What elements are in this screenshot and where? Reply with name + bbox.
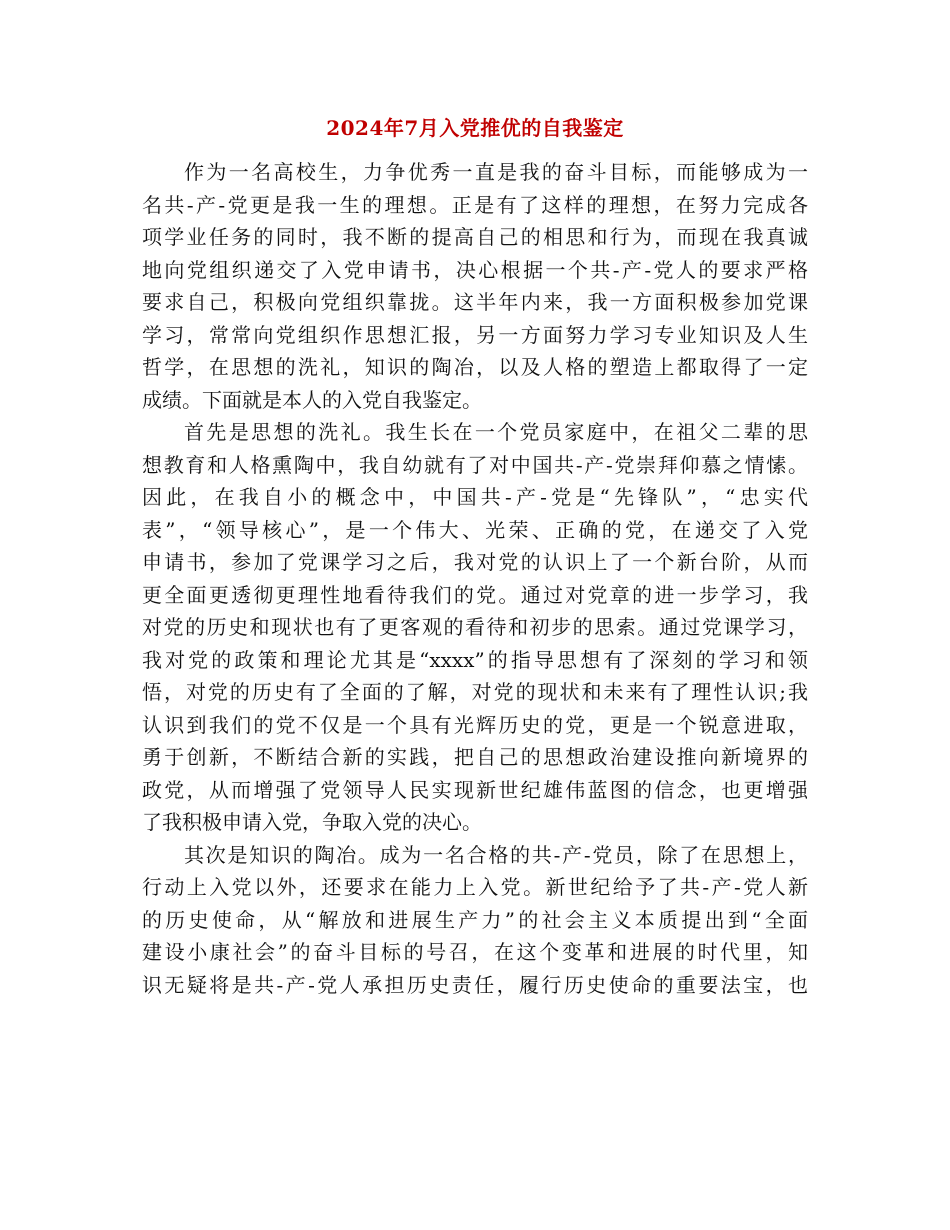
text-line: 对党的历史和现状也有了更客观的看待和初步的思索。通过党课学习， xyxy=(142,615,808,639)
text-line: 申请书，参加了党课学习之后，我对党的认识上了一个新台阶，从而 xyxy=(142,550,808,574)
text-line: 识无疑将是共-产-党人承担历史责任，履行历史使命的重要法宝，也 xyxy=(142,972,808,997)
text-line: 了我积极申请入党，争取入党的决心。 xyxy=(142,810,482,834)
text-line: 更全面更透彻更理性地看待我们的党。通过对党章的进一步学习，我 xyxy=(142,582,808,607)
text-line: 建设小康社会”的奋斗目标的号召，在这个变革和进展的时代里，知 xyxy=(142,940,808,964)
text-line: 悟，对党的历史有了全面的了解，对党的现状和未来有了理性认识;我 xyxy=(142,680,808,704)
text-line: 的历史使命，从“解放和进展生产力”的社会主义本质提出到“全面 xyxy=(142,907,808,932)
text-line: 其次是知识的陶冶。成为一名合格的共-产-党员，除了在思想上， xyxy=(184,842,808,867)
text-line: 首先是思想的洗礼。我生长在一个党员家庭中，在祖父二辈的思 xyxy=(184,420,808,444)
text-line: 项学业任务的同时，我不断的提高自己的相思和行为，而现在我真诚 xyxy=(142,225,808,249)
text-line: 地向党组织递交了入党申请书，决心根据一个共-产-党人的要求严格 xyxy=(142,257,808,282)
text-line: 因此，在我自小的概念中，中国共-产-党是“先锋队”，“忠实代 xyxy=(142,485,808,509)
text-line: 勇于创新，不断结合新的实践，把自己的思想政治建设推向新境界的 xyxy=(142,745,808,769)
text-line: 要求自己，积极向党组织靠拢。这半年内来，我一方面积极参加党课 xyxy=(142,290,808,314)
text-line: 我对党的政策和理论尤其是“xxxx”的指导思想有了深刻的学习和领 xyxy=(142,647,808,672)
text-line: 政党，从而增强了党领导人民实现新世纪雄伟蓝图的信念，也更增强 xyxy=(142,777,808,802)
text-line: 认识到我们的党不仅是一个具有光辉历史的党，更是一个锐意进取， xyxy=(142,712,808,737)
document-title: 2024年7月入党推优的自我鉴定 xyxy=(326,116,624,140)
text-line: 作为一名高校生，力争优秀一直是我的奋斗目标，而能够成为一 xyxy=(184,160,808,184)
text-line: 表”，“领导核心”，是一个伟大、光荣、正确的党，在递交了入党 xyxy=(142,517,808,542)
text-line: 名共-产-党更是我一生的理想。正是有了这样的理想，在努力完成各 xyxy=(142,192,808,217)
text-line: 学习，常常向党组织作思想汇报，另一方面努力学习专业知识及人生 xyxy=(142,322,808,347)
document-body xyxy=(142,156,808,1001)
text-line: 哲学，在思想的洗礼，知识的陶冶，以及人格的塑造上都取得了一定 xyxy=(142,355,808,379)
text-line: 成绩。下面就是本人的入党自我鉴定。 xyxy=(142,387,482,412)
text-line: 想教育和人格熏陶中，我自幼就有了对中国共-产-党崇拜仰慕之情愫。 xyxy=(142,452,808,477)
text-line: 行动上入党以外，还要求在能力上入党。新世纪给予了共-产-党人新 xyxy=(142,875,808,899)
